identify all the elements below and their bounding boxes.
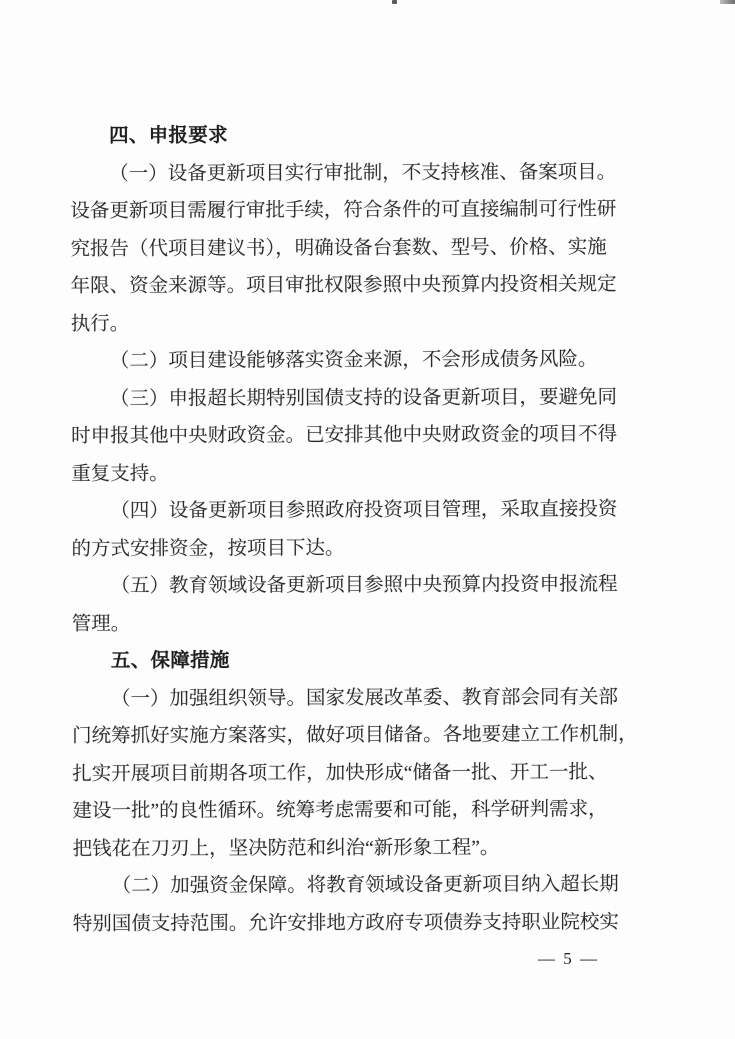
paragraph-strengthen-organizational-leadership: （一）加强组织领导。国家发展改革委、教育部会同有关部 门统筹抓好实施方案落实，做好项目储备。各地要建立工作机制， 扎实开展项目前期各项工作，加快形成“储备一批、开工一批、 建设一批”的良性循环。统筹考虑需要和可能，科学研判需求， 把钱花在刀刃上，坚决防范和纠治“新形象工程”。 [72, 686, 638, 860]
page-number: — 5 — [538, 949, 599, 968]
document-content [70, 116, 638, 943]
paragraph-government-investment-management: （四）设备更新项目参照政府投资项目管理，采取直接投资 的方式安排资金，按项目下达。 [71, 499, 618, 560]
scan-artifact-top-speck [392, 0, 397, 4]
paragraph-education-application-process: （五）教育领域设备更新项目参照中央预算内投资申报流程 管理。 [71, 574, 618, 635]
paragraph-funding-source-no-debt-risk: （二）项目建设能够落实资金来源，不会形成债务风险。 [109, 349, 598, 372]
paragraph-approval-system: （一）设备更新项目实行审批制，不支持核准、备案项目。 设备更新项目需履行审批手续，符合条件的可直接编制可行性研 究报告（代项目建议书），明确设备台套数、型号、价格、实施 年限、资金来源等。项目审批权限参照中央预算内投资相关规定 执行。 [70, 161, 617, 335]
section-heading-application-requirements: 四、申报要求 [109, 124, 228, 147]
paragraph-avoid-duplicate-central-funding: （三）申报超长期特别国债支持的设备更新项目，要避免同 时申报其他中央财政资金。已安排其他中央财政资金的项目不得 重复支持。 [71, 386, 618, 485]
scan-artifact-top-right-corner [720, 0, 735, 4]
paragraph-strengthen-funding-guarantee: （二）加强资金保障。将教育领域设备更新项目纳入超长期 特别国债支持范围。允许安排地方政府专项债券支持职业院校实 [72, 874, 619, 935]
section-heading-safeguard-measures: 五、保障措施 [110, 649, 230, 672]
